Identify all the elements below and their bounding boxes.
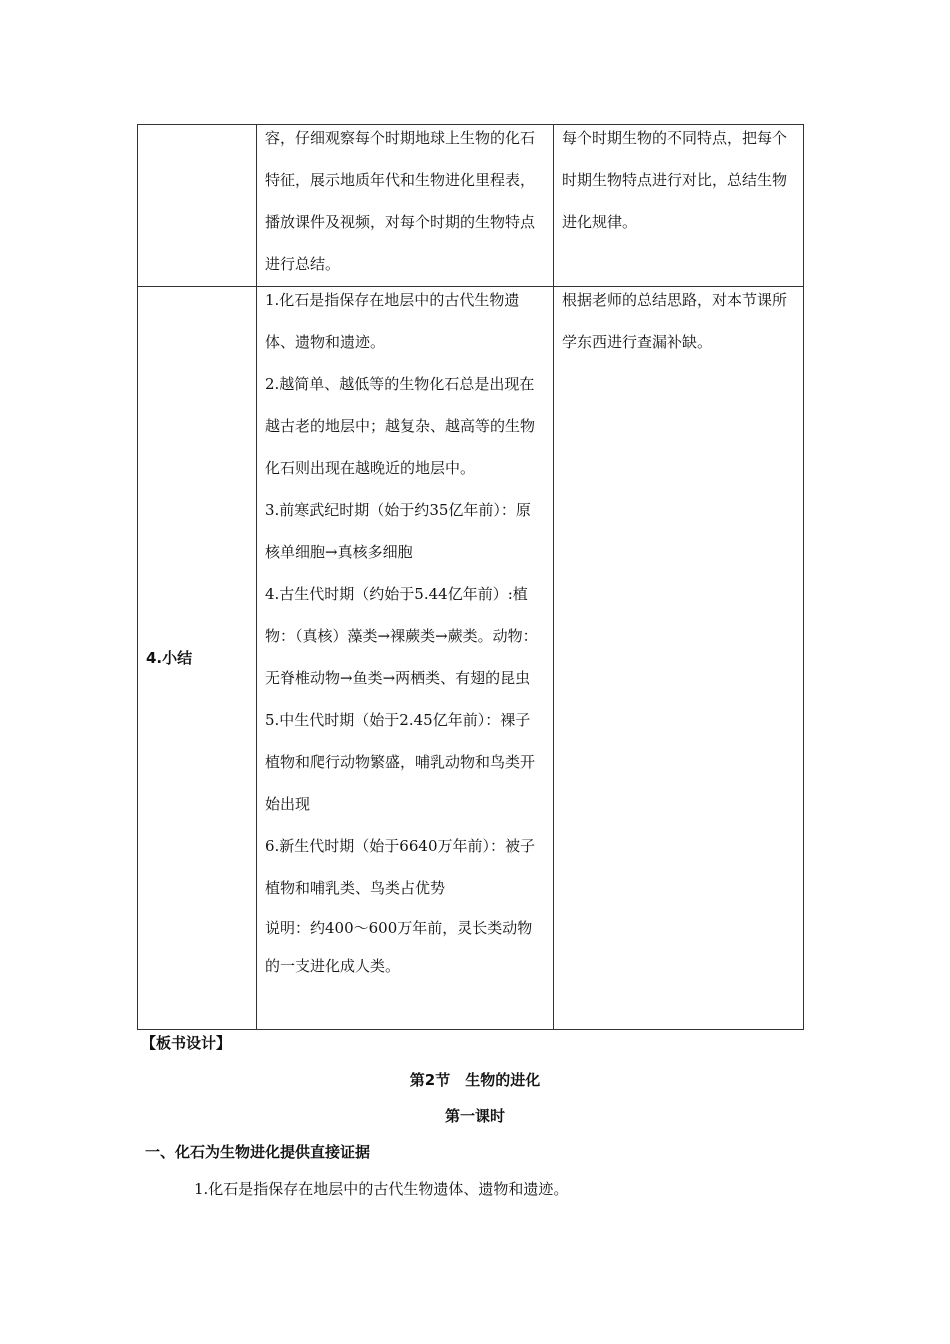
teacher-activity-cell (257, 125, 554, 287)
board-title: 第2节 生物的进化 (409, 1071, 541, 1089)
student-activity-cell (554, 125, 804, 287)
teacher-activity-text: 容，仔细观察每个时期地球上生物的化石特征，展示地质年代和生物进化里程表，播放课件及视频，对每个时期的生物特点进行总结。 (265, 129, 536, 273)
table-row (138, 287, 804, 1030)
board-line: 1.化石是指保存在地层中的古代生物遗体、遗物和遗迹。 (194, 1180, 569, 1198)
stage-cell-summary: 4.小结 (138, 287, 257, 1030)
lesson-table (137, 124, 804, 1030)
board-heading: 一、化石为生物进化提供直接证据 (145, 1143, 371, 1161)
summary-list (265, 279, 545, 985)
board-subtitle: 第一课时 (444, 1107, 505, 1125)
board-design-label: 【板书设计】 (141, 1034, 232, 1052)
student-activity-text: 每个时期生物的不同特点，把每个时期生物特点进行对比，总结生物进化规律。 (562, 129, 788, 231)
summary-item: 4.古生代时期（约始于5.44亿年前）:植物：（真核）藻类→裸蕨类→蕨类。动物：无脊椎动物→鱼类→两栖类、有翅的昆虫 (265, 585, 538, 687)
summary-item: 1.化石是指保存在地层中的古代生物遗体、遗物和遗迹。 (265, 291, 520, 351)
teacher-activity-cell (257, 287, 554, 1030)
summary-item: 5.中生代时期（始于2.45亿年前）：裸子植物和爬行动物繁盛，哺乳动物和鸟类开始出现 (265, 711, 536, 813)
stage-cell (138, 125, 257, 287)
summary-item: 2.越简单、越低等的生物化石总是出现在越古老的地层中；越复杂、越高等的生物化石则出现在越晚近的地层中。 (265, 375, 536, 477)
student-activity-cell (554, 287, 804, 1030)
summary-note: 说明：约400～600万年前，灵长类动物的一支进化成人类。 (265, 919, 533, 975)
student-activity-text: 根据老师的总结思路，对本节课所学东西进行查漏补缺。 (562, 291, 788, 351)
table-row (138, 125, 804, 287)
summary-item: 3.前寒武纪时期（始于约35亿年前）：原核单细胞→真核多细胞 (265, 501, 531, 561)
summary-item: 6.新生代时期（始于6640万年前）：被子植物和哺乳类、鸟类占优势 (265, 837, 535, 897)
